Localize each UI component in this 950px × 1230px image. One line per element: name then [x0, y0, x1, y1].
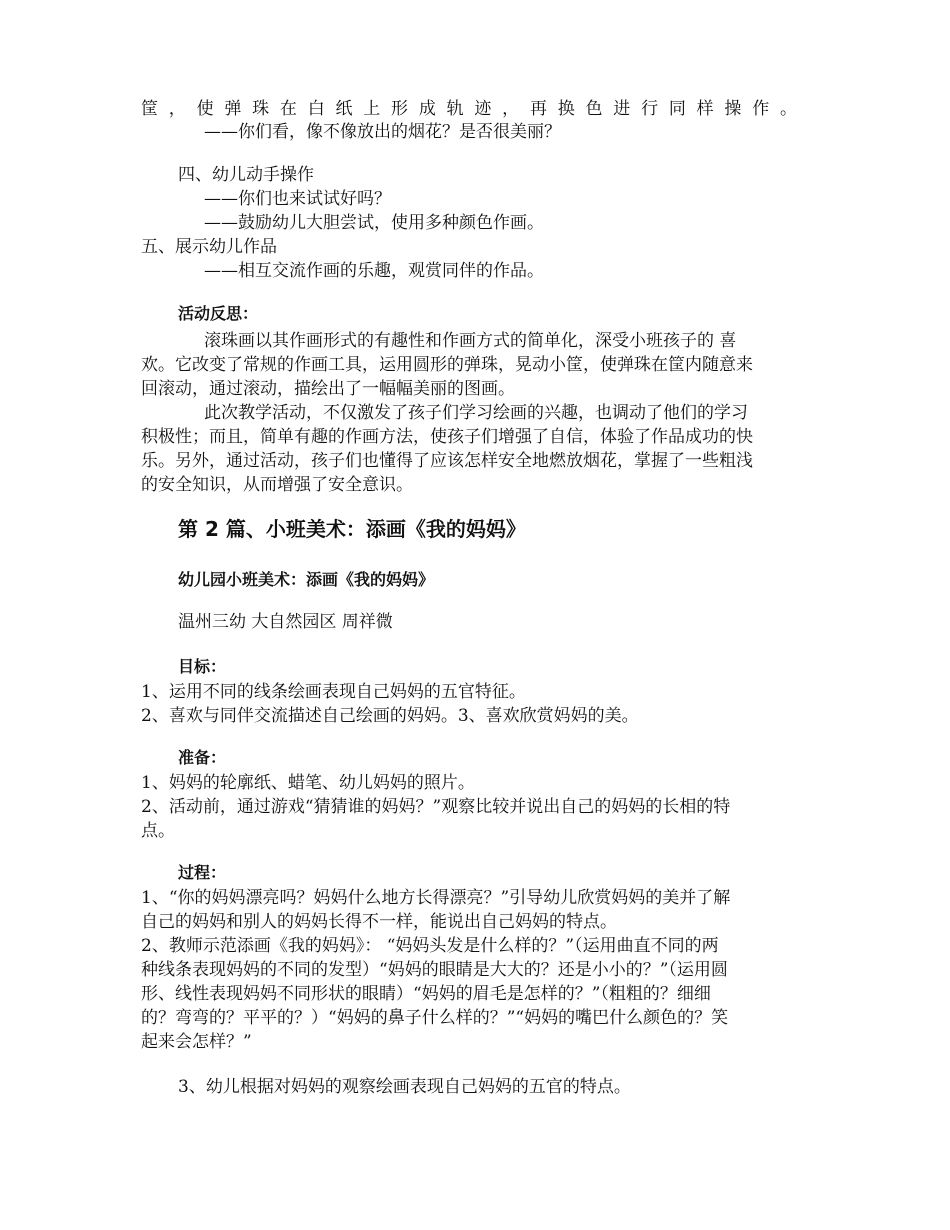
text-line: ——相互交流作画的乐趣，观赏同伴的作品。 — [204, 261, 544, 281]
list-item: 1、运用不同的线条绘画表现自己妈妈的五官特征。 — [141, 682, 526, 702]
section-heading: 四、幼儿动手操作 — [178, 165, 314, 185]
text-line: 起来会怎样？” — [141, 1032, 252, 1052]
text-line: 点。 — [141, 821, 175, 841]
subheading-goals: 目标： — [178, 657, 227, 676]
text-line: 此次教学活动，不仅激发了孩子们学习绘画的兴趣，也调动了他们的学习 — [204, 403, 748, 423]
author-line: 温州三幼 大自然园区 周祥微 — [178, 612, 393, 632]
text-line: 乐。另外，通过活动，孩子们也懂得了应该怎样安全地燃放烟花，掌握了一些粗浅 — [141, 451, 753, 471]
list-item: 1、妈妈的轮廓纸、蜡笔、幼儿妈妈的照片。 — [141, 773, 475, 793]
text-line: 滚珠画以其作画形式的有趣性和作画方式的简单化，深受小班孩子的 喜 — [204, 331, 737, 351]
subheading-reflection: 活动反思： — [178, 304, 259, 323]
text-line: 的？弯弯的？平平的？）“妈妈的鼻子什么样的？”“妈妈的嘴巴什么颜色的？笑 — [141, 1008, 729, 1028]
text-line: 形、线性表现妈妈不同形状的眼睛）“妈妈的眉毛是怎样的？”（粗粗的？细细 — [141, 984, 711, 1004]
article-subtitle: 幼儿园小班美术：添画《我的妈妈》 — [178, 570, 435, 589]
text-line: 自己的妈妈和别人的妈妈长得不一样，能说出自己妈妈的特点。 — [141, 912, 617, 932]
text-line: 积极性；而且，简单有趣的作画方法，使孩子们增强了自信，体验了作品成功的快 — [141, 427, 753, 447]
text-line: 种线条表现妈妈的不同的发型）“妈妈的眼睛是大大的？还是小小的？”（运用圆 — [141, 960, 728, 980]
text-line: 筐，使弹珠在白纸上形成轨迹，再换色进行同样操作。 — [141, 99, 797, 119]
list-item: 2、活动前，通过游戏“猜猜谁的妈妈？”观察比较并说出自己的妈妈的长相的特 — [141, 797, 731, 817]
text-line: ——你们看，像不像放出的烟花？是否很美丽？ — [204, 122, 561, 142]
text-line: 回滚动，通过滚动，描绘出了一幅幅美丽的图画。 — [141, 379, 515, 399]
subheading-process: 过程： — [178, 863, 227, 882]
subheading-preparation: 准备： — [178, 748, 227, 767]
list-item: 2、教师示范添画《我的妈妈》： “妈妈头发是什么样的？”（运用曲直不同的两 — [141, 936, 719, 956]
text-line: 的安全知识，从而增强了安全意识。 — [141, 475, 413, 495]
list-item: 3、幼儿根据对妈妈的观察绘画表现自己妈妈的五官的特点。 — [178, 1077, 631, 1097]
list-item: 1、“你的妈妈漂亮吗？妈妈什么地方长得漂亮？”引导幼儿欣赏妈妈的美并了解 — [141, 888, 731, 908]
text-line: ——鼓励幼儿大胆尝试，使用多种颜色作画。 — [204, 213, 544, 233]
text-line: ——你们也来试试好吗？ — [204, 189, 391, 209]
article-title: 第 2 篇、小班美术：添画《我的妈妈》 — [178, 517, 526, 541]
section-heading: 五、展示幼儿作品 — [141, 237, 277, 257]
list-item: 2、喜欢与同伴交流描述自己绘画的妈妈。3、喜欢欣赏妈妈的美。 — [141, 706, 639, 726]
text-line: 欢。它改变了常规的作画工具，运用圆形的弹珠，晃动小筐，使弹珠在筐内随意来 — [141, 355, 753, 375]
